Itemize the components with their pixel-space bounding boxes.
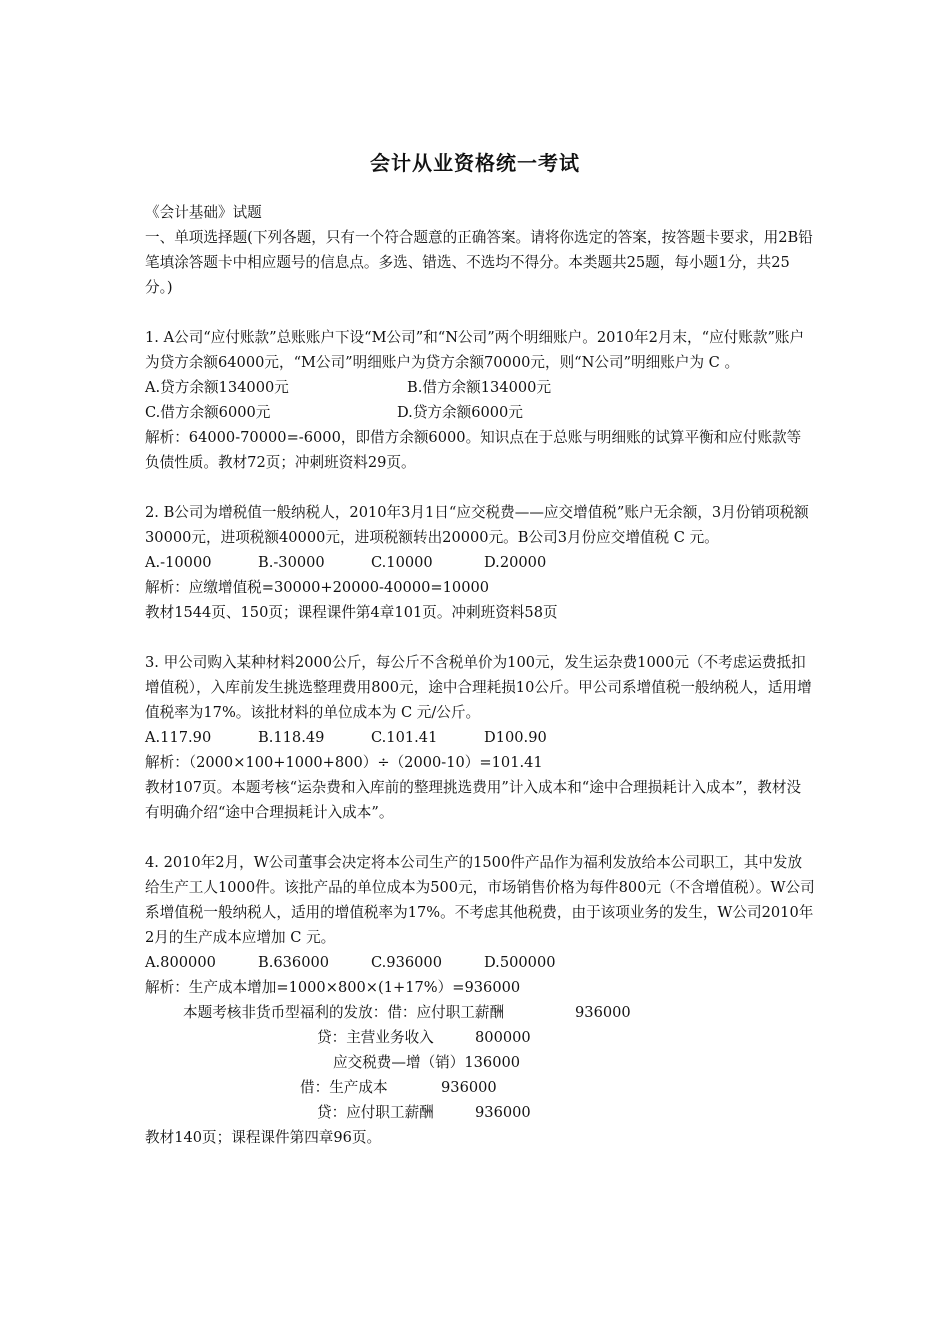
q1-options-row2: [145, 400, 815, 425]
q4-options: [145, 950, 815, 975]
journal-4-amount: 936000: [441, 1079, 497, 1096]
journal-line-5: [145, 1100, 815, 1125]
q4-stem: 4. 2010年2月，W公司董事会决定将本公司生产的1500件产品作为福利发放给本公司职工，其中发放给生产工人1000件。该批产品的单位成本为500元，市场销售价格为每件800元（不含增值税）。W公司系增值税一般纳税人，适用的增值税率为17%。不考虑其他税费，由于该项业务的发生，W公司2010年2月的生产成本应增加 C 元。: [145, 854, 815, 946]
q2-option-c: C.10000: [371, 554, 433, 571]
q1-analysis: 解析：64000-70000=-6000，即借方余额6000。知识点在于总账与明细账的试算平衡和应付账款等负债性质。教材72页；冲刺班资料29页。: [145, 429, 802, 471]
q4-reference: 教材140页；课程课件第四章96页。: [145, 1129, 382, 1146]
q1-option-b: B.借方余额134000元: [407, 379, 552, 396]
journal-line-3: [145, 1050, 815, 1075]
q3-stem: 3. 甲公司购入某种材料2000公斤，每公斤不含税单价为100元，发生运杂费1000元（不考虑运费抵扣增值税），入库前发生挑选整理费用800元，途中合理耗损10公斤。甲公司系增值税一般纳税人，适用增值税率为17%。该批材料的单位成本为 C 元/公斤。: [145, 654, 812, 721]
journal-2-label: 贷：主营业务收入: [317, 1029, 434, 1046]
journal-line-1: [145, 1000, 815, 1025]
q3-reference: 教材107页。本题考核“运杂费和入库前的整理挑选费用”计入成本和“途中合理损耗计入成本”，教材没有明确介绍“途中合理损耗计入成本”。: [145, 779, 802, 821]
q3-option-d: D100.90: [484, 729, 547, 746]
q3-option-b: B.118.49: [258, 729, 325, 746]
q1-option-c: C.借方余额6000元: [145, 404, 271, 421]
q1-option-d: D.贷方余额6000元: [397, 404, 523, 421]
q3-analysis: 解析：（2000×100+1000+800）÷（2000-10）=101.41: [145, 754, 543, 771]
q1-stem: 1. A公司“应付账款”总账账户下设“M公司”和“N公司”两个明细账户。2010年2月末，“应付账款”账户为贷方余额64000元，“M公司”明细账户为贷方余额70000元，则“N公司”明细账户为 C 。: [145, 329, 805, 371]
q1-options-row1: [145, 375, 815, 400]
section-intro: 一、单项选择题(下列各题，只有一个符合题意的正确答案。请将你选定的答案，按答题卡要求，用2B铅笔填涂答题卡中相应题号的信息点。多选、错选、不选均不得分。本类题共25题，每小题1分，共25分。): [145, 229, 813, 296]
subtitle: 《会计基础》试题: [145, 204, 262, 221]
q3-options: [145, 725, 815, 750]
q2-stem: 2. B公司为增税值一般纳税人，2010年3月1日“应交税费——应交增值税”账户无余额，3月份销项税额30000元，进项税额40000元，进项税额转出20000元。B公司3月份应交增值税 C 元。: [145, 504, 809, 546]
q2-reference: 教材1544页、150页；课程课件第4章101页。冲刺班资料58页: [145, 604, 558, 621]
page-title: 会计从业资格统一考试: [370, 151, 580, 175]
journal-4-label: 借：生产成本: [300, 1079, 388, 1096]
q2-analysis: 解析：应缴增值税=30000+20000-40000=10000: [145, 579, 490, 596]
journal-1-amount: 936000: [575, 1004, 631, 1021]
q3-option-a: A.117.90: [145, 729, 212, 746]
q2-option-b: B.-30000: [258, 554, 325, 571]
journal-5-amount: 936000: [475, 1104, 531, 1121]
q2-option-a: A.-10000: [145, 554, 212, 571]
q4-option-c: C.936000: [371, 954, 442, 971]
q3-option-c: C.101.41: [371, 729, 438, 746]
journal-line-4: [145, 1075, 815, 1100]
journal-line-2: [145, 1025, 815, 1050]
q1-option-a: A.贷方余额134000元: [145, 379, 289, 396]
document-body: [145, 200, 815, 1150]
q4-option-a: A.800000: [145, 954, 216, 971]
q4-option-b: B.636000: [258, 954, 330, 971]
journal-5-label: 贷：应付职工薪酬: [317, 1104, 434, 1121]
journal-1-label: 本题考核非货币型福利的发放：借：应付职工薪酬: [183, 1004, 505, 1021]
q2-option-d: D.20000: [484, 554, 547, 571]
journal-2-amount: 800000: [475, 1029, 531, 1046]
q4-option-d: D.500000: [484, 954, 556, 971]
q2-options: [145, 550, 815, 575]
q4-analysis: 解析：生产成本增加=1000×800×(1+17%）=936000: [145, 979, 521, 996]
journal-3-label: 应交税费—增（销）136000: [333, 1054, 521, 1071]
